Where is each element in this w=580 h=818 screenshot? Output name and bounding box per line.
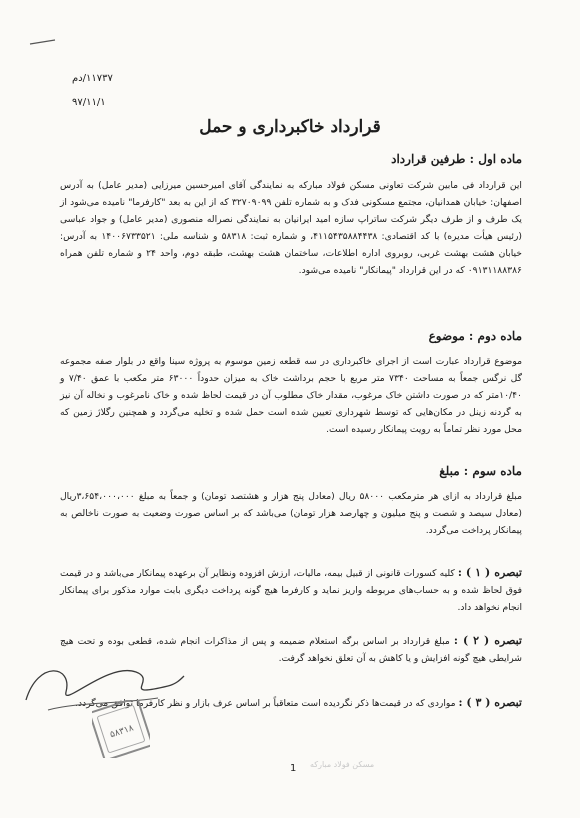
note-1-label: تبصره ( ۱ ) : <box>457 566 522 579</box>
note-3-label: تبصره ( ۳ ) : <box>458 696 522 709</box>
section2-heading: ماده دوم : موضوع <box>428 329 522 343</box>
reference-number: ۱۱۷۳۷/دم <box>72 73 113 84</box>
company-stamp <box>92 700 150 758</box>
note-3-text: مواردی که در قیمت‌ها ذکر نگردیده است متعاقباً بر اساس عرف بازار و نظر کارفرما توافق می‌گردد. <box>75 698 456 709</box>
page-number: 1 <box>290 763 297 774</box>
section1-text: این قرارداد فی مابین شرکت تعاونی مسکن فولاد مبارکه به نمایندگی آقای امیرحسین میرزایی (مدیر عامل) به آدرس اصفهان: خیابان همدانیان، مجتمع مسکونی فدک و به شماره تلفن ۳۲۷۰۹۰۹۹ که از این به بعد "کارفرما" نامیده می‌شود از یک طرف و از طرف دیگر شرکت ساتراپ سازه امید ایرانیان به نمایندگی نصراله منصوری (مدیر عامل) و جواد عباسی (رئیس هیأت مدیره) با کد اقتصادی: ۴۱۱۵۴۳۵۸۸۴۴۳۸، و شماره ثبت: ۵۸۳۱۸ و شناسه ملی: ۱۴۰۰۶۷۳۳۵۲۱ به آدرس: خیابان هشت بهشت غربی، روبروی اداره اطلاعات، ساختمان هشت بهشت، طبقه دوم، واحد ۲۴ و شماره تلفن همراه ۰۹۱۳۱۱۸۸۳۸۶ که در این قرارداد "پیمانکار" نامیده می‌شود. <box>60 180 523 276</box>
reference-date: ۹۷/۱۱/۱ <box>72 97 106 108</box>
note-1 <box>60 564 522 616</box>
svg-text:۵۸۳۱۸: ۵۸۳۱۸ <box>108 723 135 741</box>
note-1-text: کلیه کسورات قانونی از قبیل بیمه، مالیات، ارزش افزوده ونظایر آن برعهده پیمانکار می‌باشد و در قیمت فوق لحاظ شده و به حساب‌های مربوطه واریز نماید و کارفرما هیچ گونه پرداخت دیگری بابت موارد مذکور برای پیمانکار انجام نخواهد داد. <box>60 568 522 613</box>
section1-heading: ماده اول : طرفین قرارداد <box>391 152 522 166</box>
section3-text: مبلغ قرارداد به ازای هر مترمکعب ۵۸۰۰۰ ریال (معادل پنج هزار و هشتصد تومان) و جمعاً به مبلغ ۳،۶۵۴،۰۰۰،۰۰۰ریال (معادل سیصد و شصت و پنج میلیون و چهارصد هزار تومان) می‌باشد که بر اساس صورت وضعیت به صورت ناخالص به پیمانکار پرداخت می‌گردد. <box>60 491 522 536</box>
note-2-label: تبصره ( ۲ ) : <box>453 634 522 647</box>
faded-footer-text: مسکن فولاد مبارکه <box>310 760 375 769</box>
section3-heading: ماده سوم : مبلغ <box>439 464 522 478</box>
pen-mark <box>28 38 58 46</box>
document-title: قرارداد خاکبرداری و حمل <box>199 117 381 137</box>
note-2-text: مبلغ قرارداد بر اساس برگه استعلام ضمیمه و پس از مذاکرات انجام شده، قطعی بوده و تحت هیچ شرایطی هیچ گونه افزایش و یا کاهش به آن تعلق نخواهد گرفت. <box>60 636 522 664</box>
section2-text: موضوع قرارداد عبارت است از اجرای خاکبرداری در سه قطعه زمین موسوم به پروژه سینا واقع در بلوار صفه مجموعه گل نرگس جمعاً به مساحت ۷۳۴۰ متر مربع با حجم برداشت خاک به میزان حدوداً ۶۳۰۰۰ متر مکعب با عمق ۷/۴۰ و ۱۰/۴۰متر که در صورت داشتن خاک مرغوب، مقدار خاک مطلوب آن در قیمت لحاظ شده و خاک نامرغوب و نخاله آن نیز به گردنه زینل در مکان‌هایی که توسط شهرداری تعیین شده است حمل شده و تخلیه می‌گردد و همچنین رگلاژ زمین که محل مورد نظر تماماً به رویت پیمانکار رسیده است. <box>60 356 522 435</box>
